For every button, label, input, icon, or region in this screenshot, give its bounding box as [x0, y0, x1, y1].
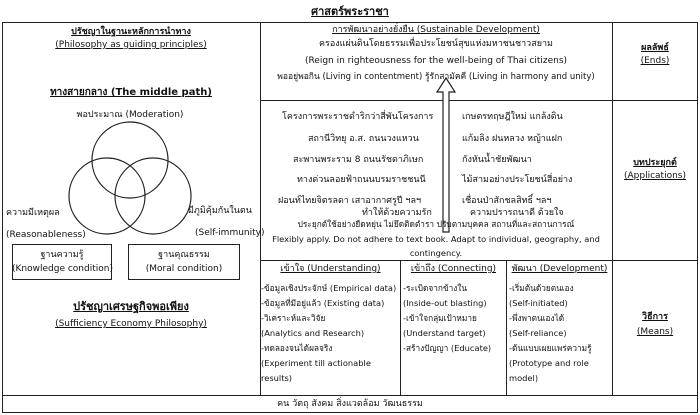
- moral-label-en: (Moral condition): [145, 264, 223, 274]
- means-side-th: วิธีการ: [642, 312, 668, 322]
- ends-side-th: ผลลัพธ์: [641, 43, 669, 53]
- footer-text: คน วัตถุ สังคม สิ่งแวดล้อม วัฒนธรรม: [277, 399, 423, 409]
- connecting-line-3: -เข้าใจกลุ่มเป้าหมาย: [403, 313, 477, 323]
- app-left-2: สถานีวิทยุ อ.ส. ถนนวงแหวน: [308, 134, 419, 144]
- immunity-label-en: (Self-immunity): [195, 228, 265, 238]
- development-line-6: (Prototype and role: [509, 358, 589, 368]
- development-line-4: (Self-reliance): [509, 328, 567, 338]
- app-right-5: เชื่อนป่าสักชลสิทธิ์ ฯลฯ: [462, 196, 552, 206]
- connecting-line-5: -สร้างปัญญา (Educate): [403, 343, 492, 353]
- moderation-label: พอประมาณ (Moderation): [76, 110, 184, 120]
- app-center-right: ความปรารถนาดี ด้วยใจ: [470, 208, 564, 218]
- middle-path-label: ทางสายกลาง (The middle path): [50, 87, 212, 98]
- reason-label-en: (Reasonableness): [6, 230, 86, 240]
- knowledge-label-th: ฐานความรู้: [40, 250, 84, 260]
- connecting-line-2: (Inside-out blasting): [403, 298, 487, 308]
- apps-side-en: (Applications): [624, 171, 686, 181]
- app-left-5: ฝอนท์ไทยจิตรลดา เสาอากาศรูปี ฯลฯ: [278, 196, 422, 206]
- development-line-1: -เริ่มต้นด้วยตนเอง: [509, 283, 574, 293]
- philosophy-heading-en: (Philosophy as guiding principles): [55, 40, 207, 50]
- venn-circle-immunity: [115, 158, 191, 234]
- sustainable-line-3: พออยู่พอกิน (Living in contentment) รู้รักสามัคคี (Living in harmony and unity): [277, 72, 595, 82]
- development-line-5: -ต้นแบบเผยแพร่ความรู้: [509, 343, 592, 353]
- understanding-heading: เข้าใจ (Understanding): [280, 264, 381, 274]
- development-line-7: model): [509, 373, 539, 383]
- understanding-line-5: -ทดลองจนได้ผลจริง: [261, 343, 333, 353]
- means-side-en: (Means): [636, 327, 674, 337]
- development-heading: พัฒนา (Development): [511, 264, 608, 274]
- app-bottom-en-2: contingency.: [409, 248, 463, 258]
- sep-heading-en: (Sufficiency Economy Philosophy): [55, 319, 207, 329]
- ends-side-en: (Ends): [640, 56, 670, 66]
- app-left-4: ทางด่วนลอยฟ้าถนนบรมราชชนนี: [297, 175, 426, 185]
- understanding-line-7: results): [261, 373, 293, 383]
- sustainable-heading: การพัฒนาอย่างยั่งยืน (Sustainable Development): [332, 25, 540, 35]
- apps-side-th: บทประยุกต์: [633, 158, 677, 168]
- app-right-2: แก้มลิง ฝนหลวง หญ้าแฝก: [462, 134, 563, 144]
- understanding-line-1: -ข้อมูลเชิงประจักษ์ (Empirical data): [261, 283, 397, 293]
- immunity-label-th: มีภูมิคุ้มกันในตน: [188, 206, 252, 216]
- app-right-3: กังหันน้ำชัยพัฒนา: [462, 155, 532, 165]
- app-left-1: โครงการพระราชดำริกว่าสี่พันโครงการ: [282, 112, 434, 122]
- knowledge-label-en: (Knowledge condition): [12, 264, 113, 274]
- app-right-1: เกษตรทฤษฎีใหม่ แกล้งดิน: [462, 112, 563, 122]
- understanding-line-6: (Experiment till actionable: [261, 358, 371, 368]
- app-left-3: สะพานพระราม 8 ถนนรัชดาภิเษก: [293, 155, 424, 165]
- sustainable-line-1: ครองแผ่นดินโดยธรรมเพื่อประโยชน์สุขแห่งมหาชนชาวสยาม: [318, 39, 553, 49]
- development-line-3: -พึ่งพาตนเองได้: [509, 313, 565, 323]
- understanding-line-2: -ข้อมูลที่มีอยู่แล้ว (Existing data): [261, 298, 385, 308]
- philosophy-heading-th: ปรัชญาในฐานะหลักการนำทาง: [71, 27, 191, 37]
- sep-heading-th: ปรัชญาเศรษฐกิจพอเพียง: [73, 300, 189, 313]
- app-bottom-en-1: Flexibly apply. Do not adhere to text book. Adapt to individual, geography, and: [272, 234, 600, 244]
- arrow-up-icon: [437, 78, 455, 232]
- connecting-heading: เข้าถึง (Connecting): [410, 264, 497, 274]
- development-line-2: (Self-initiated): [509, 298, 568, 308]
- moral-label-th: ฐานคุณธรรม: [158, 250, 210, 260]
- connecting-line-4: (Understand target): [403, 328, 486, 338]
- connecting-line-1: -ระเบิดจากข้างใน: [403, 283, 468, 293]
- understanding-line-3: -วิเคราะห์และวิจัย: [261, 313, 326, 323]
- understanding-line-4: (Analytics and Research): [261, 328, 365, 338]
- app-bottom-th: ประยุกต์ใช้อย่างยืดหยุ่น ไม่ยึดติดตำรา ปรับตามบุคคล สถานที่และสถานการณ์: [297, 219, 575, 229]
- venn-circle-reason: [69, 158, 145, 234]
- app-center-left: ทำให้ด้วยความรัก: [362, 208, 432, 218]
- reason-label-th: ความมีเหตุผล: [6, 208, 60, 218]
- sustainable-line-2: (Reign in righteousness for the well-being of Thai citizens): [304, 56, 568, 66]
- page-title: ศาสตร์พระราชา: [311, 5, 389, 18]
- venn-circle-moderation: [92, 122, 168, 198]
- app-right-4: ไม้สามอย่างประโยชน์สี่อย่าง: [462, 175, 573, 185]
